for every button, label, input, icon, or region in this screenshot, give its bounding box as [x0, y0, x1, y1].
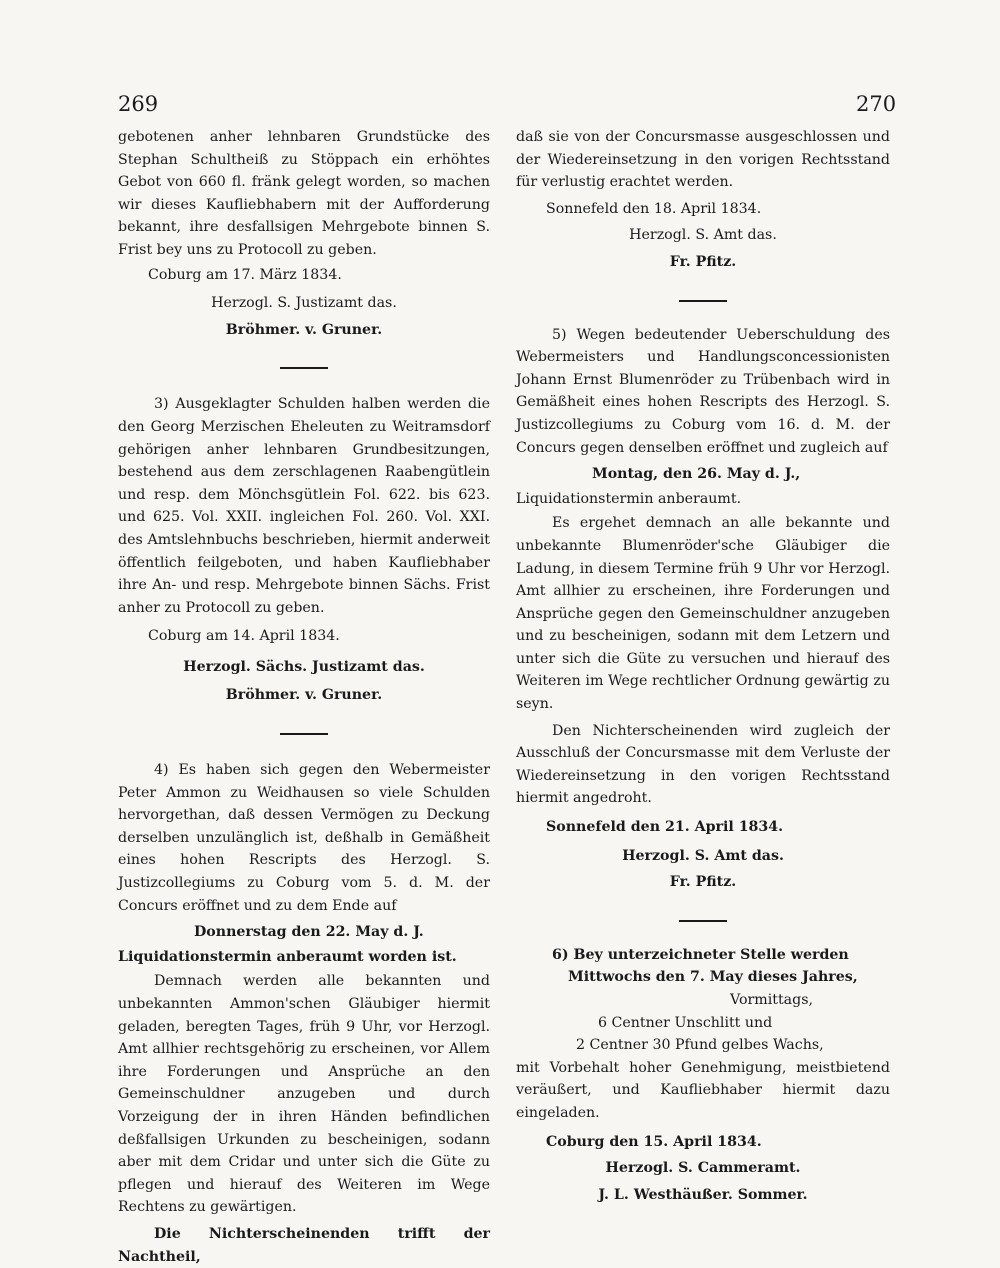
- notice-date: Coburg am 17. März 1834.: [148, 266, 342, 283]
- section-divider: [280, 367, 328, 369]
- notice-text: Es ergehet demnach an alle bekannte und unbekannte Blumenröder'sche Gläubiger die Ladung, in diesem Termine früh 9 Uhr vor Herzogl. Amt allhier zu erscheinen, ihre Forderungen und Ansprüche gegen den Gemeinschuldner anzugeben und zu bescheinigen, sodann mit dem Letzern und unter sich die Güte zu versuchen und hierauf des Weiteren im Wege rechtlicher Ordnung gewärtig zu seyn.: [516, 515, 890, 713]
- term-date: Donnerstag den 22. May d. J.: [194, 924, 424, 941]
- notice-text: mit Vorbehalt hoher Genehmigung, meistbietend veräußert, und Kaufliebhaber hiermit dazu eingeladen.: [516, 1059, 890, 1121]
- notice-signature: Bröhmer. v. Gruner.: [225, 321, 383, 338]
- notice-signature: Bröhmer. v. Gruner.: [225, 687, 383, 704]
- term-line: Liquidationstermin anberaumt.: [516, 490, 742, 507]
- section-divider: [679, 300, 727, 302]
- notice-text: gebotenen anher lehnbaren Grundstücke des Stephan Schultheiß zu Stöppach ein erhöhtes Gebot von 660 fl. fränk gelegt worden, so machen wir dieses Kaufliebhabern mit der Aufforderung bekannt, ihre desfallsigen Mehrgebote binnen S. Frist bey uns zu Protocoll zu geben.: [118, 129, 490, 258]
- item-line: 2 Centner 30 Pfund gelbes Wachs,: [576, 1037, 824, 1054]
- item-line: 6) Bey unterzeichneter Stelle werden: [552, 946, 849, 963]
- right-column: [516, 126, 890, 1206]
- notice-last-line: Die Nichterscheinenden trifft der Nachtheil,: [118, 1225, 490, 1265]
- notice-signature: J. L. Westhäußer. Sommer.: [598, 1186, 808, 1203]
- notice-text: 3) Ausgeklagter Schulden halben werden die den Georg Merzischen Eheleuten zu Weitramsdorf gehörigen anher lehnbaren Grundbesitzungen, bestehend aus dem zerschlagenen Raabengütlein und resp. dem Mönchsgütlein Fol. 622. bis 623. und 625. Vol. XXII. ingleichen Fol. 260. Vol. XXI. des Amtslehnbuchs beschrieben, hiermit anderweit öffentlich feilgeboten, und haben Kaufliebhaber ihre An- und resp. Mehrgebote binnen Sächs. Frist anher zu Protocoll zu geben.: [118, 396, 490, 616]
- notice-authority: Herzogl. Sächs. Justizamt das.: [183, 658, 425, 675]
- notice-date: Sonnefeld den 18. April 1834.: [546, 200, 762, 217]
- notice-signature: Fr. Pfitz.: [669, 874, 737, 891]
- notice-text: 4) Es haben sich gegen den Webermeister Peter Ammon zu Weidhausen so viele Schulden hervorgethan, daß dessen Vermögen zu Deckung derselben unzulänglich ist, deßhalb in Gemäßheit eines hohen Rescripts des Herzogl. S. Justizcollegiums zu Coburg vom 5. d. M. der Concurs eröffnet und zu dem Ende auf: [118, 762, 490, 914]
- notice-text: daß sie von der Concursmasse ausgeschlossen und der Wiedereinsetzung in den vorigen Rechtsstand für verlustig erachtet werden.: [516, 129, 890, 191]
- page-number-left: 269: [118, 92, 159, 116]
- item-line: Mittwochs den 7. May dieses Jahres,: [568, 969, 858, 986]
- notice-signature: Fr. Pfitz.: [669, 253, 737, 270]
- notice-date: Sonnefeld den 21. April 1834.: [546, 819, 784, 836]
- notice-date: Coburg den 15. April 1834.: [546, 1133, 762, 1150]
- notice-text: 5) Wegen bedeutender Ueberschuldung des Webermeisters und Handlungsconcessionisten Johann Ernst Blumenröder zu Trübenbach wird in Gemäßheit eines hohen Rescripts des Herzogl. S. Justizcollegiums zu Coburg vom 16. d. M. der Concurs gegen denselben eröffnet und zugleich auf: [516, 326, 890, 456]
- section-divider: [280, 733, 328, 735]
- term-line: Liquidationstermin anberaumt worden ist.: [118, 948, 457, 965]
- notice-authority: Herzogl. S. Amt das.: [622, 847, 784, 864]
- notice-text: Demnach werden alle bekannten und unbekannten Ammon'schen Gläubiger hiermit geladen, beregten Tages, früh 9 Uhr, vor Herzogl. Amt allhier rechtsgehörig zu erscheinen, vor Allem ihre Forderungen und Ansprüche an den Gemeinschuldner anzugeben und durch Vorzeigung der in ihren Händen befindlichen deßfallsigen Urkunden zu bescheinigen, sodann aber mit dem Cridar und unter sich die Güte zu pflegen und hierauf des Weiteren im Wege Rechtens zu gewärtigen.: [118, 973, 490, 1216]
- notice-text: Den Nichterscheinenden wird zugleich der Ausschluß der Concursmasse mit dem Verluste der Wiedereinsetzung in den vorigen Rechtsstand hiermit angedroht.: [516, 722, 890, 807]
- page-number-right: 270: [856, 92, 897, 116]
- term-date: Montag, den 26. May d. J.,: [592, 466, 801, 483]
- notice-authority: Herzogl. S. Cammeramt.: [605, 1160, 801, 1177]
- notice-date: Coburg am 14. April 1834.: [148, 628, 340, 645]
- left-column: [118, 126, 490, 1268]
- item-line: Vormittags,: [730, 992, 813, 1008]
- section-divider: [679, 920, 727, 922]
- notice-authority: Herzogl. S. Amt das.: [629, 227, 777, 244]
- notice-authority: Herzogl. S. Justizamt das.: [211, 295, 397, 312]
- item-line: 6 Centner Unschlitt und: [598, 1014, 773, 1031]
